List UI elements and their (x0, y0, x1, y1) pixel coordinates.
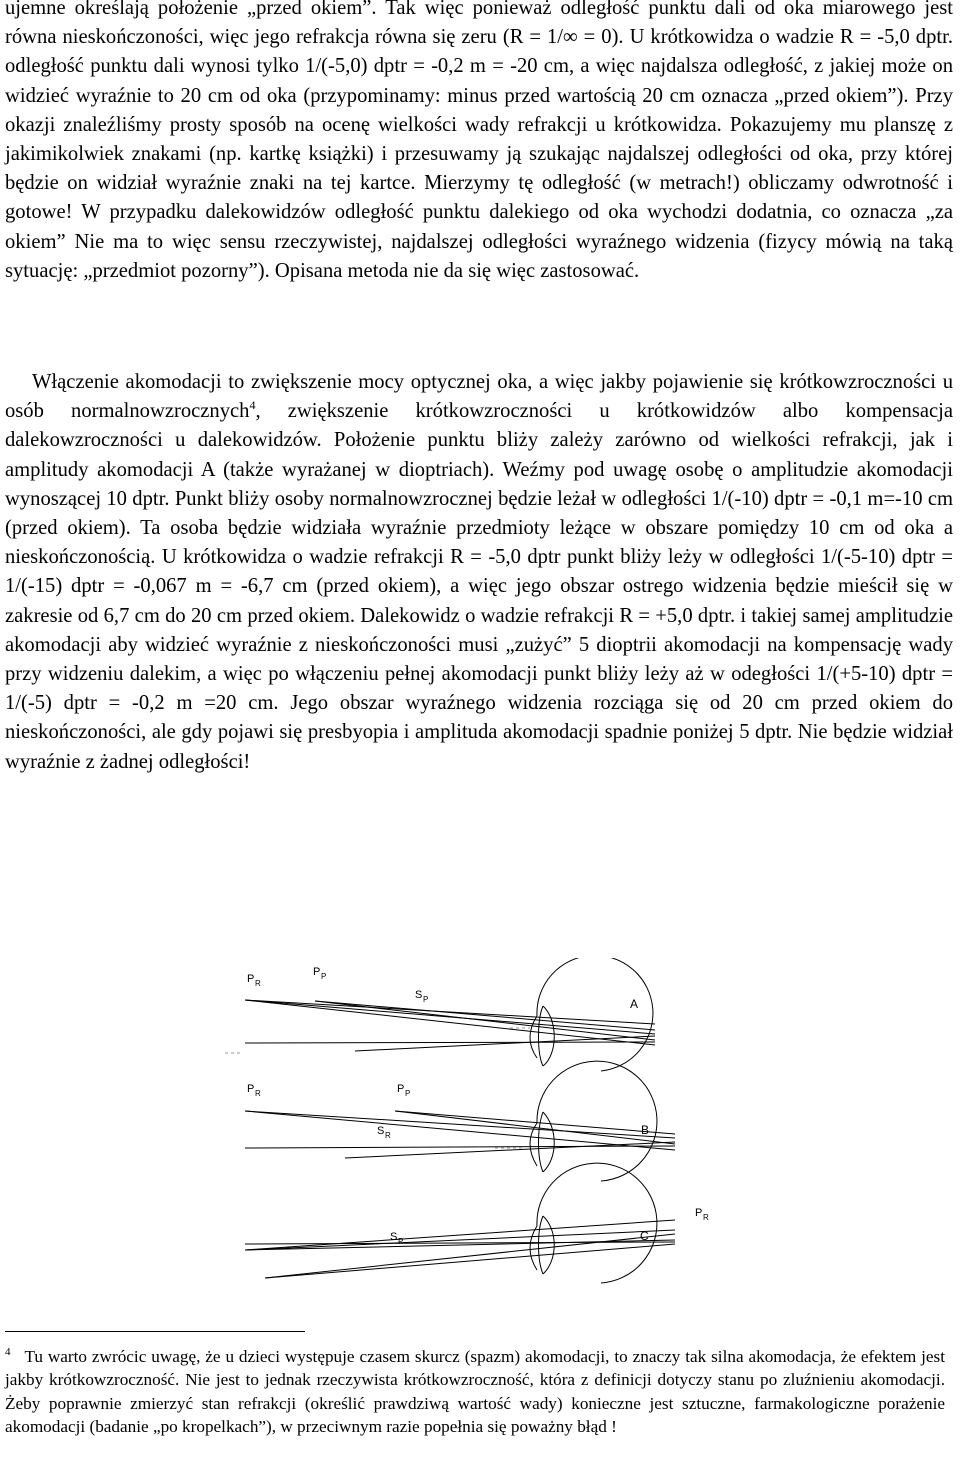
paragraph-refraction: ujemne określają położenie „przed okiem”. Tak więc ponieważ odległość punktu dali od oka miarowego jest równa nieskończoności, więc jego refrakcja równa się zeru (R = 1/∞ = 0). U krótkowidza o wadzie R = -5,0 dptr. odległość punktu dali wynosi tylko 1/(-5,0) dptr = -0,2 m = -20 cm, a więc najdalsza odległość, z jakiej może on widzieć wyraźnie to 20 cm od oka (przypominamy: minus przed wartością 20 cm oznacza „przed okiem”). Przy okazji znaleźliśmy prosty sposób na ocenę wielkości wady refrakcji u krótkowidza. Pokazujemy mu planszę z jakimikolwiek znakami (np. kartkę książki) i przesuwamy ją szukając najdalszej odległości od oka, przy której będzie on widział wyraźnie znaki na tej kartce. Mierzymy tę odległość (w metrach!) obliczamy odwrotność i gotowe! W przypadku dalekowidzów odległość punktu dalekiego od oka wychodzi dodatnia, co oznacza „za okiem” Nie ma to więc sensu rzeczywistej, najdalszej odległości wyraźnego widzenia (fizycy mówią na taką sytuację: „przedmiot pozorny”). Opisana metoda nie da się więc zastosować. (5, 0, 953, 282)
label-c-sp-sub: P (398, 1237, 404, 1246)
label-a-pr-main: P (247, 973, 255, 985)
paragraph-accommodation-part1: Włączenie akomodacji to zwiększenie mocy optycznej oka, a więc jakby pojawienie się krótkowzroczności u osób normalnowzrocznych (5, 371, 953, 423)
footnote-separator (5, 1331, 305, 1332)
label-b-pp-sub: P (405, 1089, 411, 1098)
footnote-text: Tu warto zwrócic uwagę, że u dzieci występuje czasem skurcz (spazm) akomodacji, to znaczy tak silna akomodacja, że efektem jest jakby krótkowzroczność. Nie jest to jednak rzeczywista krótkowzroczność, która z definicji dotyczy stanu po zluźnieniu akomodacji. Żeby poprawnie zmierzyć stan refrakcji (określić prawdziwą wartość wady) konieczne jest sztuczne, farmakologiczne porażenie akomodacji (badanie „po kropelkach”), w przeciwnym razie popełnia się poważny błąd ! (5, 1347, 945, 1437)
label-a-sp-sub: P (423, 995, 429, 1004)
labels-a (247, 966, 638, 1011)
eye-diagram-b (245, 1061, 675, 1181)
footnote (5, 1345, 945, 1439)
paragraph-accommodation-part2: , zwiększenie krótkowzroczności u krótkowidzów albo kompensacja dalekowzroczności u dalekowidzów. Położenie punktu bliży zależy zarówno od wielkości refrakcji, jak i amplitudy akomodacji A (także wyrażanej w dioptriach). Weźmy pod uwagę osobę o amplitudzie akomodacji wynoszącej 10 dptr. Punkt bliży osoby normalnowzrocznej będzie leżał w odległości 1/(-10) dptr = -0,1 m=-10 cm (przed okiem). Ta osoba będzie widziała wyraźnie przedmioty leżące w obszare pomiędzy 10 cm od oka a nieskończonością. U krótkowidza o wadzie refrakcji R = -5,0 dptr punkt bliży leży w odległości 1/(-5-10) dptr = 1/(-15) dptr = -0,067 m = -6,7 cm (przed okiem), a więc jego obszar ostrego widzenia będzie mieścił się w zakresie od 6,7 cm do 20 cm przed okiem. Dalekowidz o wadzie refrakcji R = +5,0 dptr. i takiej samej amplitudzie akomodacji aby widzieć wyraźnie z nieskończoności musi „zużyć” 5 dioptrii akomodacji na kompensację wady przy widzeniu dalekim, a więc po włączeniu pełnej akomodacji punkt bliży leży aż w odegłości 1/(+5-10) dptr = 1/(-5) dptr = -0,2 m =20 cm. Jego obszar wyraźnego widzenia rozciąga się od 20 cm przed okiem do nieskończoności, ale gdy pojawi się presbyopia i amplituda akomodacji spadnie poniżej 5 dptr. Nie będzie widział wyraźnie z żadnej odległości! (5, 400, 953, 773)
label-b-sr-sub: R (385, 1131, 391, 1140)
footnote-reference[interactable]: 4 (249, 398, 256, 413)
label-a-sp-main: S (415, 989, 423, 1001)
label-b-letter: B (641, 1123, 650, 1137)
label-a-pp-sub: P (321, 972, 327, 981)
label-c-letter: C (640, 1229, 649, 1243)
label-c-sp-main: S (390, 1231, 398, 1243)
label-a-letter: A (630, 997, 639, 1011)
label-b-pr-main: P (247, 1083, 255, 1095)
label-b-sr-main: S (377, 1125, 385, 1137)
eye-diagram-a (225, 958, 655, 1071)
paragraph-accommodation (5, 368, 953, 777)
footnote-mark: 4 (5, 1346, 11, 1359)
eye-accommodation-figure (225, 958, 765, 1298)
label-b-pp-main: P (397, 1083, 405, 1095)
label-a-pr-sub: R (255, 979, 261, 988)
label-a-pp-main: P (313, 966, 321, 978)
label-c-pr-main: P (695, 1207, 703, 1219)
label-b-pr-sub: R (255, 1089, 261, 1098)
labels-b (247, 1083, 649, 1140)
eye-diagram-c (245, 1163, 675, 1283)
label-c-pr-sub: R (703, 1213, 709, 1222)
